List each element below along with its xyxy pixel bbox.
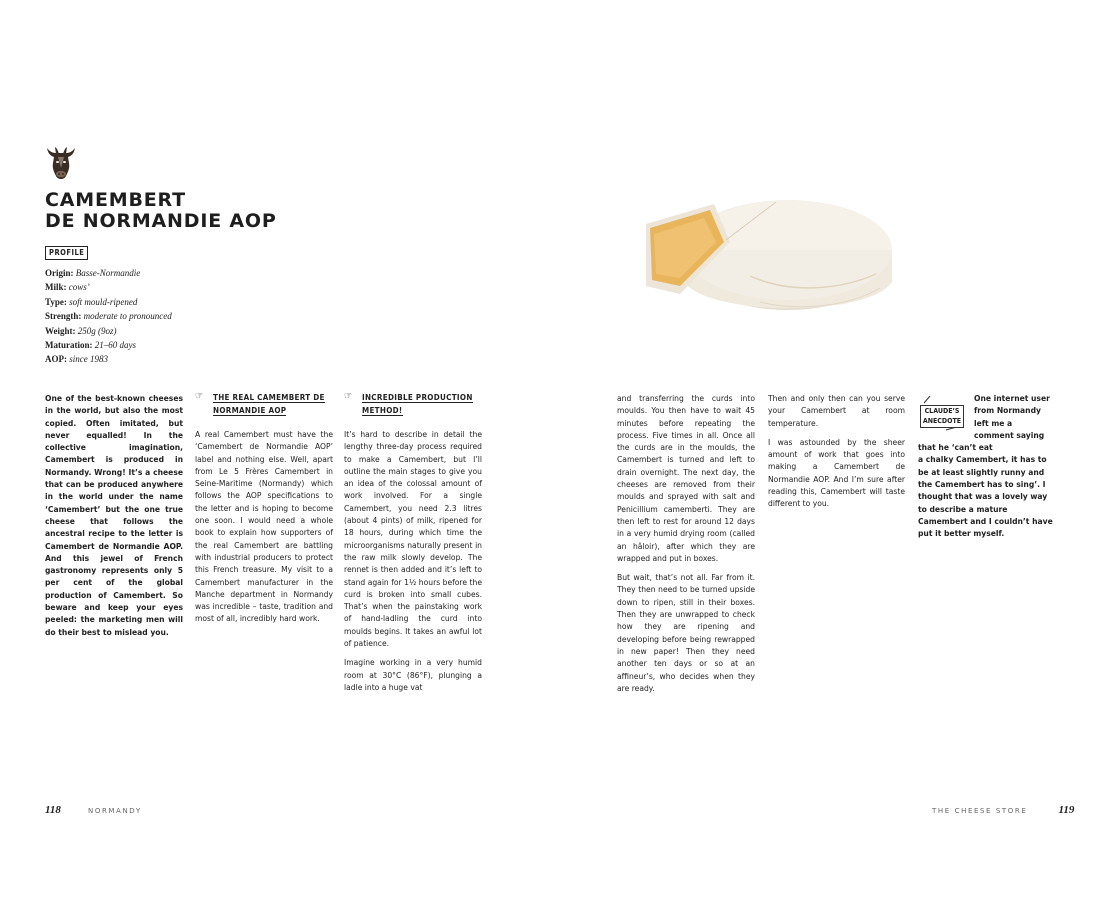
profile-value: cows’ bbox=[68, 282, 90, 293]
anecdote-beside-line: that he ‘can’t eat bbox=[918, 443, 993, 453]
profile-label: Maturation: bbox=[45, 340, 93, 351]
conclusion-column bbox=[768, 393, 905, 518]
body-paragraph: A real Camembert must have the ‘Camembert de Normandie AOP’ label and nothing else. Well, apart from Le 5 Frères Camembert in Seine-Maritime (Normandy) which follows the AOP specifications to the letter and is hoping to become one soon. I would need a whole book to explain how supporters of the real Camembert are battling with industrial producers to protect this French treasure. My visit to a Camembert manufacturer in the Manche department in Normandy was incredible – taste, tradition and most of all, incredibly hard work. bbox=[195, 430, 333, 624]
anecdote-paragraph: a chalky Camembert, it has to be at least slightly runny and the Camembert has to sing’. I thought that was a lovely way to describe a mature Camembert and I couldn’t have put it better myself. bbox=[918, 455, 1053, 539]
page-number: 118 bbox=[45, 804, 61, 816]
anecdote-label-line-1: CLAUDE’S bbox=[924, 407, 960, 415]
body-paragraph: Then and only then can you serve your Camembert at room temperature. bbox=[768, 394, 905, 428]
heading-line-1: THE REAL CAMEMBERT DE bbox=[213, 393, 325, 402]
left-footer bbox=[45, 798, 142, 817]
page-title bbox=[45, 190, 277, 232]
anecdote-label bbox=[920, 405, 964, 428]
body-paragraph: Imagine working in a very humid room at 30°C (86°F), plunging a ladle into a huge vat bbox=[344, 658, 482, 692]
profile-value: Basse-Normandie bbox=[75, 268, 141, 278]
heading-line-2: METHOD! bbox=[362, 406, 403, 415]
profile-badge: PROFILE bbox=[45, 246, 88, 260]
body-paragraph: It’s hard to describe in detail the lengthy three-day process required to make a Camembert, but I’ll outline the main stages to give you an idea of the colossal amount of work involved. For a single Camembert, you need 2.3 litres (about 4 pints) of milk, ripened for 18 hours, during which time the microorganisms naturally present in the raw milk slowly develop. The rennet is then added and it’s left to stand again for 1½ hours before the curd is broken into small cubes. That’s when the painstaking work of hand-ladling the curd into moulds begins. It takes an awful lot of patience. bbox=[344, 430, 482, 649]
pointing-hand-icon: ☞ bbox=[195, 391, 204, 402]
section-heading bbox=[344, 391, 482, 417]
profile-maturation bbox=[45, 338, 245, 352]
body-paragraph: But wait, that’s not all. Far from it. They then need to be turned upside down to ripen, still in their boxes. Then they are unwrapped to check how they are ripening and developing before being rewrapped in new paper! Then they need another ten days or so at an affineur’s, who decides when they are ready. bbox=[617, 573, 755, 693]
profile-list bbox=[45, 266, 245, 367]
camembert-illustration bbox=[640, 182, 930, 322]
pointing-hand-icon: ☞ bbox=[344, 391, 353, 402]
title-line-2: DE NORMANDIE AOP bbox=[45, 210, 277, 232]
profile-value: since 1983 bbox=[69, 354, 108, 365]
profile-label: Strength: bbox=[45, 311, 82, 322]
anecdote-label-line-2: ANECDOTE bbox=[922, 416, 962, 425]
continuation-column bbox=[617, 393, 755, 702]
section-real-camembert bbox=[195, 391, 333, 633]
profile-value: 250g (9oz) bbox=[77, 325, 117, 336]
profile-weight bbox=[45, 324, 245, 338]
anecdote-badge bbox=[916, 393, 968, 431]
heading-line-2: NORMANDIE AOP bbox=[213, 406, 287, 415]
anecdote-beside-line: left me a bbox=[974, 418, 1013, 428]
profile-strength bbox=[45, 309, 245, 323]
profile-value: 21–60 days bbox=[94, 340, 136, 351]
anecdote-column bbox=[918, 393, 1055, 548]
anecdote-beside-line: One internet user bbox=[974, 394, 1050, 403]
profile-type bbox=[45, 295, 245, 309]
body-paragraph: I was astounded by the sheer amount of work that goes into making a Camembert de Normandie AOP. And I’m sure after reading this, Camembert will taste different to you. bbox=[768, 437, 905, 509]
heading-line-1: INCREDIBLE PRODUCTION bbox=[362, 393, 473, 402]
profile-aop bbox=[45, 352, 245, 366]
title-line-1: CAMEMBERT bbox=[45, 189, 186, 211]
cow-head-icon bbox=[44, 142, 78, 182]
profile-value: moderate to pronounced bbox=[83, 311, 172, 322]
intro-paragraph: One of the best-known cheeses in the world, but also the most copied. Often imitated, but never equalled! In the collective imagination, Camembert is produced in Normandy. Wrong! It’s a cheese that can be produced anywhere in the world under the name ‘Camembert’ but the one true cheese that follows the ancestral recipe to the letter is Camembert de Normandie AOP. And this jewel of French gastronomy represents only 5 per cent of the global production of Camembert. So beware and keep your eyes peeled: the marketing men will do their best to mislead you. bbox=[45, 394, 183, 637]
body-paragraph: and transferring the curds into moulds. You then have to wait 45 minutes before repeating the process. Five times in all. Once all the curds are in the moulds, the Camembert is turned and left to drain overnight. The next day, the cheeses are removed from their moulds and sprayed with salt and Penicillium camemberti. They are then left to rest for around 12 days in a very humid drying room (called an hâloir), after which they are wrapped and put in boxes. bbox=[617, 394, 755, 563]
profile-milk bbox=[45, 280, 245, 294]
running-head: THE CHEESE STORE bbox=[932, 807, 1028, 815]
profile-label: Type: bbox=[45, 296, 67, 307]
profile-label: Weight: bbox=[45, 325, 76, 336]
profile-label: Milk: bbox=[45, 282, 67, 293]
section-heading bbox=[195, 391, 333, 417]
profile-origin bbox=[45, 266, 245, 280]
profile-value: soft mould-ripened bbox=[69, 296, 138, 307]
intro-column bbox=[45, 393, 183, 646]
profile-label: Origin: bbox=[45, 268, 74, 278]
profile-label: AOP: bbox=[45, 354, 67, 365]
section-production-method bbox=[344, 391, 482, 701]
right-footer bbox=[932, 798, 1074, 817]
anecdote-beside-line: comment saying bbox=[974, 430, 1045, 440]
page-number: 119 bbox=[1058, 804, 1075, 816]
anecdote-beside-line: from Normandy bbox=[974, 406, 1041, 416]
running-head: NORMANDY bbox=[88, 807, 142, 815]
